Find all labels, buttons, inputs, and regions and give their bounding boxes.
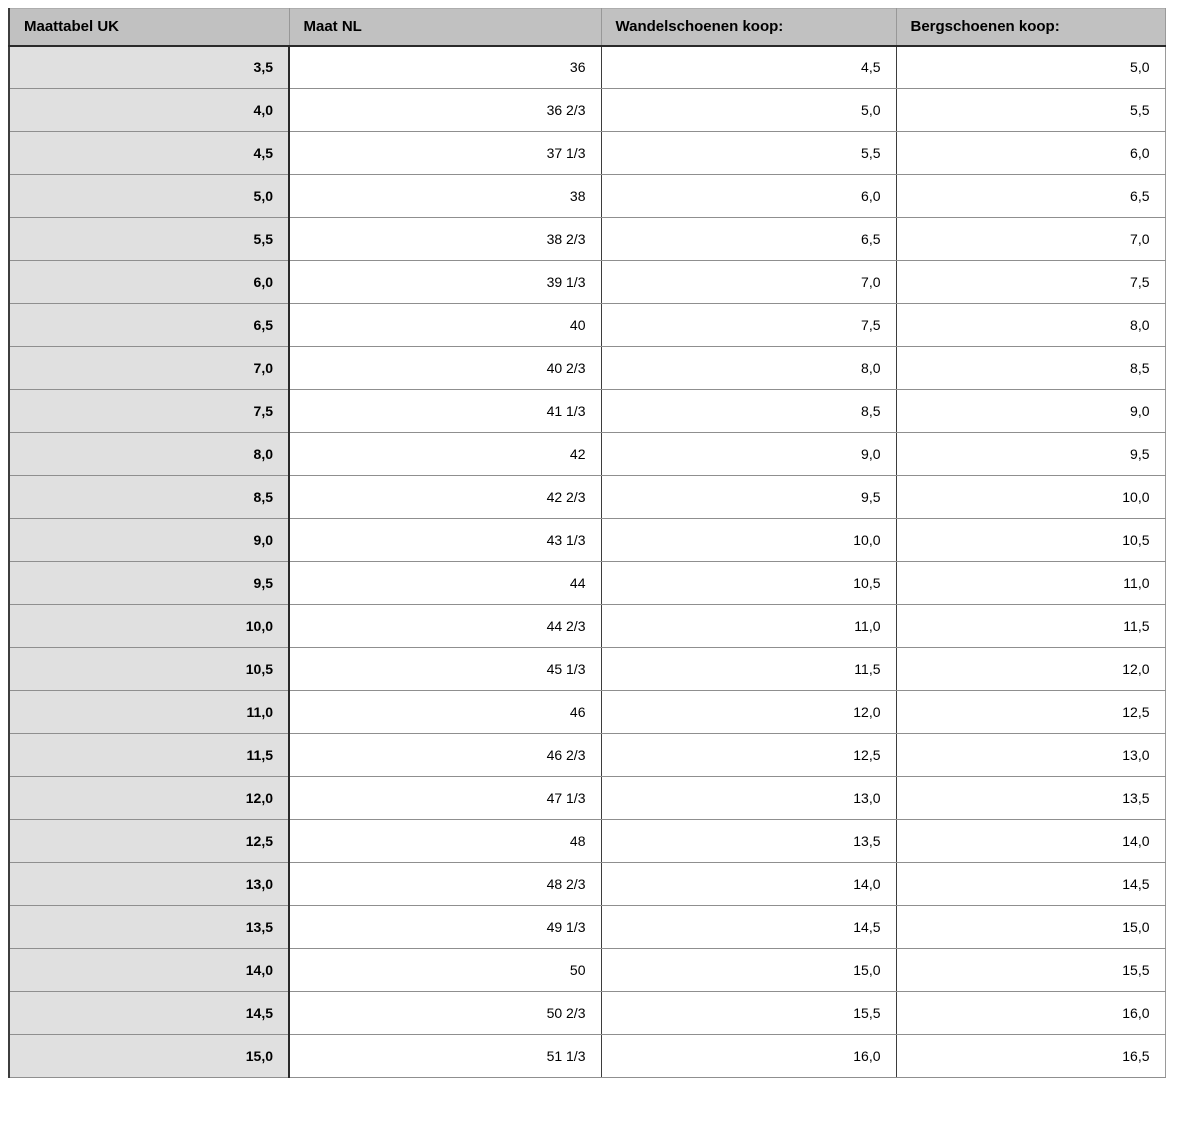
table-row [9,390,1165,433]
cell-nl-size: 50 [289,949,601,992]
table-row [9,777,1165,820]
cell-uk-size: 8,5 [9,476,289,519]
cell-wandelschoenen-size: 12,0 [601,691,896,734]
table-row [9,519,1165,562]
column-header-wandelschoenen: Wandelschoenen koop: [601,9,896,46]
cell-nl-size: 48 [289,820,601,863]
cell-wandelschoenen-size: 5,5 [601,132,896,175]
table-row [9,304,1165,347]
cell-bergschoenen-size: 6,0 [896,132,1165,175]
cell-nl-size: 50 2/3 [289,992,601,1035]
cell-bergschoenen-size: 13,5 [896,777,1165,820]
cell-wandelschoenen-size: 7,0 [601,261,896,304]
cell-nl-size: 47 1/3 [289,777,601,820]
cell-nl-size: 48 2/3 [289,863,601,906]
cell-uk-size: 12,0 [9,777,289,820]
cell-bergschoenen-size: 8,0 [896,304,1165,347]
cell-nl-size: 49 1/3 [289,906,601,949]
cell-wandelschoenen-size: 10,5 [601,562,896,605]
cell-wandelschoenen-size: 14,5 [601,906,896,949]
cell-bergschoenen-size: 10,0 [896,476,1165,519]
cell-nl-size: 44 2/3 [289,605,601,648]
cell-wandelschoenen-size: 11,5 [601,648,896,691]
cell-bergschoenen-size: 16,0 [896,992,1165,1035]
cell-bergschoenen-size: 15,0 [896,906,1165,949]
cell-uk-size: 11,5 [9,734,289,777]
column-header-nl: Maat NL [289,9,601,46]
cell-nl-size: 45 1/3 [289,648,601,691]
cell-uk-size: 9,5 [9,562,289,605]
cell-wandelschoenen-size: 12,5 [601,734,896,777]
cell-bergschoenen-size: 12,0 [896,648,1165,691]
table-row [9,992,1165,1035]
cell-uk-size: 13,0 [9,863,289,906]
cell-bergschoenen-size: 11,0 [896,562,1165,605]
cell-wandelschoenen-size: 9,0 [601,433,896,476]
cell-wandelschoenen-size: 15,0 [601,949,896,992]
column-header-uk: Maattabel UK [9,9,289,46]
cell-bergschoenen-size: 7,0 [896,218,1165,261]
table-row [9,906,1165,949]
cell-uk-size: 13,5 [9,906,289,949]
cell-nl-size: 38 [289,175,601,218]
cell-wandelschoenen-size: 8,0 [601,347,896,390]
cell-nl-size: 46 2/3 [289,734,601,777]
table-row [9,89,1165,132]
cell-nl-size: 42 2/3 [289,476,601,519]
cell-wandelschoenen-size: 14,0 [601,863,896,906]
cell-wandelschoenen-size: 7,5 [601,304,896,347]
cell-wandelschoenen-size: 6,5 [601,218,896,261]
cell-bergschoenen-size: 10,5 [896,519,1165,562]
cell-uk-size: 9,0 [9,519,289,562]
cell-wandelschoenen-size: 6,0 [601,175,896,218]
cell-uk-size: 6,5 [9,304,289,347]
cell-nl-size: 37 1/3 [289,132,601,175]
table-row [9,820,1165,863]
cell-nl-size: 36 2/3 [289,89,601,132]
cell-wandelschoenen-size: 10,0 [601,519,896,562]
cell-bergschoenen-size: 15,5 [896,949,1165,992]
cell-uk-size: 6,0 [9,261,289,304]
cell-bergschoenen-size: 8,5 [896,347,1165,390]
cell-nl-size: 40 2/3 [289,347,601,390]
cell-nl-size: 46 [289,691,601,734]
table-row [9,562,1165,605]
cell-wandelschoenen-size: 16,0 [601,1035,896,1078]
cell-wandelschoenen-size: 15,5 [601,992,896,1035]
cell-bergschoenen-size: 13,0 [896,734,1165,777]
table-row [9,863,1165,906]
table-row [9,949,1165,992]
table-row [9,347,1165,390]
table-row [9,132,1165,175]
cell-uk-size: 14,5 [9,992,289,1035]
table-row [9,476,1165,519]
cell-nl-size: 36 [289,46,601,89]
cell-nl-size: 41 1/3 [289,390,601,433]
header-row [9,9,1165,46]
cell-bergschoenen-size: 9,5 [896,433,1165,476]
cell-uk-size: 7,5 [9,390,289,433]
cell-uk-size: 4,0 [9,89,289,132]
cell-uk-size: 3,5 [9,46,289,89]
size-conversion-table [8,8,1166,1078]
table-row [9,734,1165,777]
cell-uk-size: 5,0 [9,175,289,218]
cell-uk-size: 10,0 [9,605,289,648]
cell-bergschoenen-size: 9,0 [896,390,1165,433]
cell-bergschoenen-size: 14,0 [896,820,1165,863]
column-header-bergschoenen: Bergschoenen koop: [896,9,1165,46]
cell-uk-size: 7,0 [9,347,289,390]
cell-nl-size: 38 2/3 [289,218,601,261]
cell-wandelschoenen-size: 13,5 [601,820,896,863]
cell-bergschoenen-size: 6,5 [896,175,1165,218]
table-row [9,261,1165,304]
cell-uk-size: 15,0 [9,1035,289,1078]
table-body [9,46,1165,1078]
cell-nl-size: 39 1/3 [289,261,601,304]
cell-wandelschoenen-size: 9,5 [601,476,896,519]
cell-uk-size: 4,5 [9,132,289,175]
cell-wandelschoenen-size: 8,5 [601,390,896,433]
cell-uk-size: 12,5 [9,820,289,863]
cell-nl-size: 42 [289,433,601,476]
cell-bergschoenen-size: 14,5 [896,863,1165,906]
cell-uk-size: 14,0 [9,949,289,992]
cell-nl-size: 51 1/3 [289,1035,601,1078]
table-row [9,648,1165,691]
table-row [9,1035,1165,1078]
table-row [9,691,1165,734]
cell-nl-size: 44 [289,562,601,605]
table-row [9,605,1165,648]
cell-uk-size: 10,5 [9,648,289,691]
cell-wandelschoenen-size: 11,0 [601,605,896,648]
cell-bergschoenen-size: 5,0 [896,46,1165,89]
cell-nl-size: 40 [289,304,601,347]
cell-bergschoenen-size: 5,5 [896,89,1165,132]
cell-bergschoenen-size: 7,5 [896,261,1165,304]
cell-wandelschoenen-size: 13,0 [601,777,896,820]
cell-wandelschoenen-size: 4,5 [601,46,896,89]
table-row [9,433,1165,476]
cell-uk-size: 5,5 [9,218,289,261]
cell-nl-size: 43 1/3 [289,519,601,562]
cell-uk-size: 11,0 [9,691,289,734]
cell-uk-size: 8,0 [9,433,289,476]
cell-wandelschoenen-size: 5,0 [601,89,896,132]
cell-bergschoenen-size: 16,5 [896,1035,1165,1078]
table-row [9,175,1165,218]
cell-bergschoenen-size: 11,5 [896,605,1165,648]
table-row [9,46,1165,89]
cell-bergschoenen-size: 12,5 [896,691,1165,734]
table-row [9,218,1165,261]
